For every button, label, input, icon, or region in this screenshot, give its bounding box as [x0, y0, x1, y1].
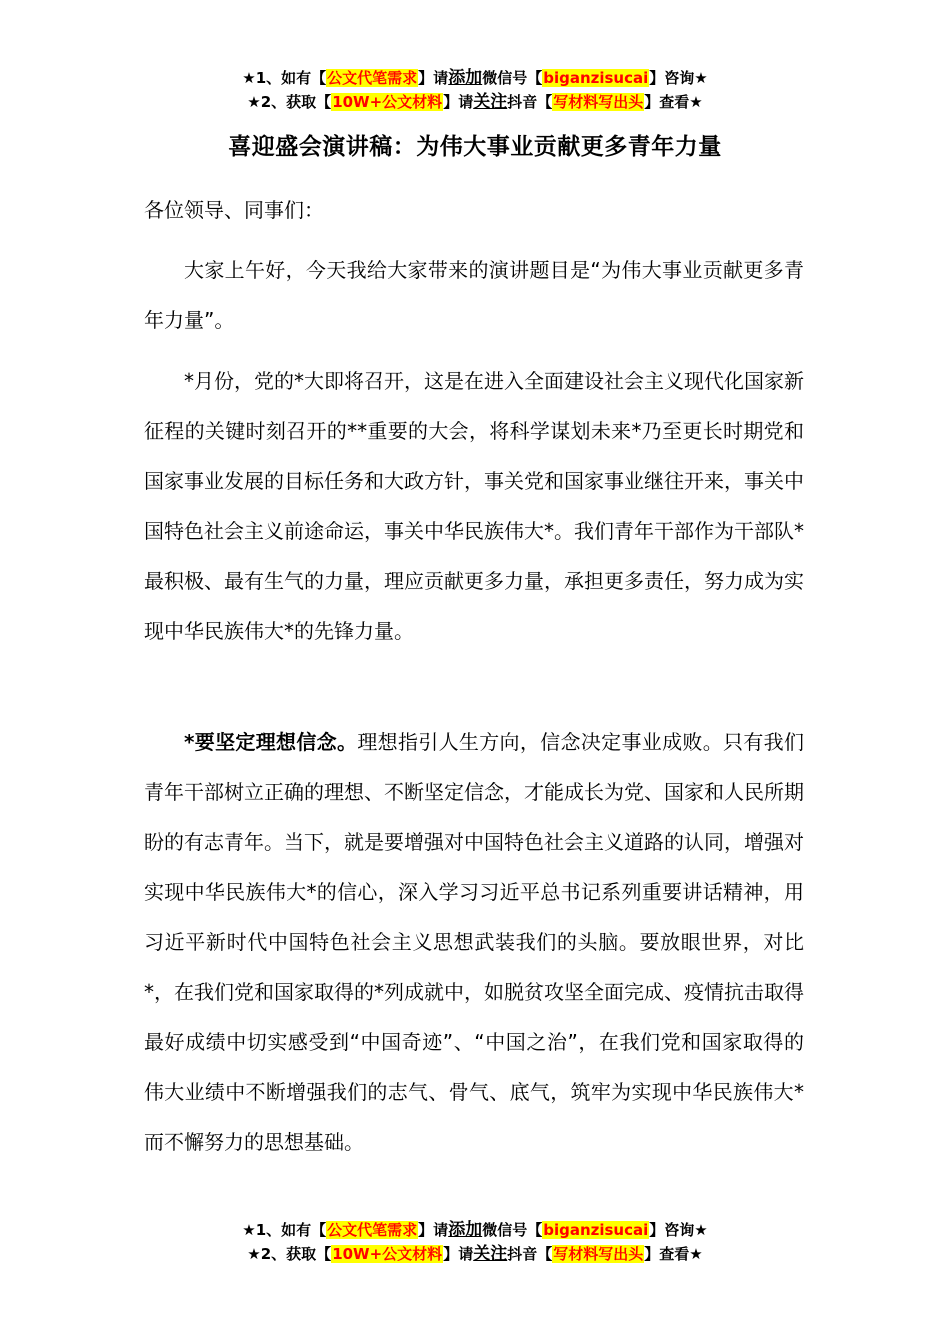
banner-highlight: 公文代笔需求: [327, 1221, 418, 1239]
banner-highlight: 公文代笔需求: [327, 69, 418, 87]
banner-text: 】咨询★: [649, 1221, 708, 1239]
banner-highlight: 写材料写出头: [553, 1245, 644, 1263]
paragraph-3: [144, 717, 804, 1167]
header-banner: [0, 66, 950, 114]
banner-highlight: 10W+公文材料: [332, 93, 443, 111]
banner-text: 】请: [418, 69, 449, 87]
banner-text: 抖音【: [507, 1245, 553, 1263]
banner-text: 】查看★: [644, 1245, 703, 1263]
banner-highlight: biganzisucai: [543, 1221, 649, 1239]
paragraph-1: 大家上午好，今天我给大家带来的演讲题目是“为伟大事业贡献更多青年力量”。: [144, 258, 804, 332]
paragraph-3-body: 理想指引人生方向，信念决定事业成败。只有我们青年干部树立正确的理想、不断坚定信念，才能成长为党、国家和人民所期盼的有志青年。当下，就是要增强对中国特色社会主义道路的认同，增强对实现中华民族伟大*的信心，深入学习习近平总书记系列重要讲话精神，用习近平新时代中国特色社会主义思想武装我们的头脑。要放眼世界，对比*，在我们党和国家取得的*列成就中，如脱贫攻坚全面完成、疫情抗击取得最好成绩中切实感受到“中国奇迹”、“中国之治”，在我们党和国家取得的伟大业绩中不断增强我们的志气、骨气、底气，筑牢为实现中华民族伟大*而不懈努力的思想基础。: [144, 730, 804, 1154]
banner-line-1: [0, 66, 950, 90]
banner-text: ★2、获取【: [247, 93, 332, 111]
banner-highlight: 10W+公文材料: [332, 1245, 443, 1263]
paragraph-3-container: [144, 717, 804, 1167]
banner-text: 】请: [418, 1221, 449, 1239]
banner-text: ★2、获取【: [247, 1245, 332, 1263]
paragraph-2-container: [144, 356, 804, 656]
paragraph-2: *月份，党的*大即将召开，这是在进入全面建设社会主义现代化国家新征程的关键时刻召开的**重要的大会，将科学谋划未来*乃至更长时期党和国家事业发展的目标任务和大政方针，事关党和国家事业继往开来，事关中国特色社会主义前途命运，事关中华民族伟大*。我们青年干部作为干部队*最积极、最有生气的力量，理应贡献更多力量，承担更多责任，努力成为实现中华民族伟大*的先锋力量。: [144, 369, 804, 643]
banner-line-1: [0, 1218, 950, 1242]
banner-highlight: 写材料写出头: [553, 93, 644, 111]
paragraph-1-container: [144, 245, 804, 345]
banner-line-2: [0, 90, 950, 114]
banner-text: 】咨询★: [649, 69, 708, 87]
footer-banner: [0, 1218, 950, 1266]
banner-text: 】请: [443, 93, 474, 111]
document-title: 喜迎盛会演讲稿：为伟大事业贡献更多青年力量: [228, 134, 722, 160]
banner-highlight: biganzisucai: [543, 69, 649, 87]
paragraph-3-lead: *要坚定理想信念。: [184, 730, 358, 754]
banner-underline: 关注: [473, 1244, 508, 1264]
banner-underline: 添加: [448, 68, 483, 88]
banner-text: 微信号【: [482, 1221, 543, 1239]
banner-underline: 关注: [473, 92, 508, 112]
banner-text: ★1、如有【: [242, 1221, 327, 1239]
banner-underline: 添加: [448, 1220, 483, 1240]
banner-line-2: [0, 1242, 950, 1266]
banner-text: ★1、如有【: [242, 69, 327, 87]
salutation: 各位领导、同事们：: [144, 198, 324, 222]
banner-text: 微信号【: [482, 69, 543, 87]
banner-text: 】请: [443, 1245, 474, 1263]
banner-text: 】查看★: [644, 93, 703, 111]
banner-text: 抖音【: [507, 93, 553, 111]
